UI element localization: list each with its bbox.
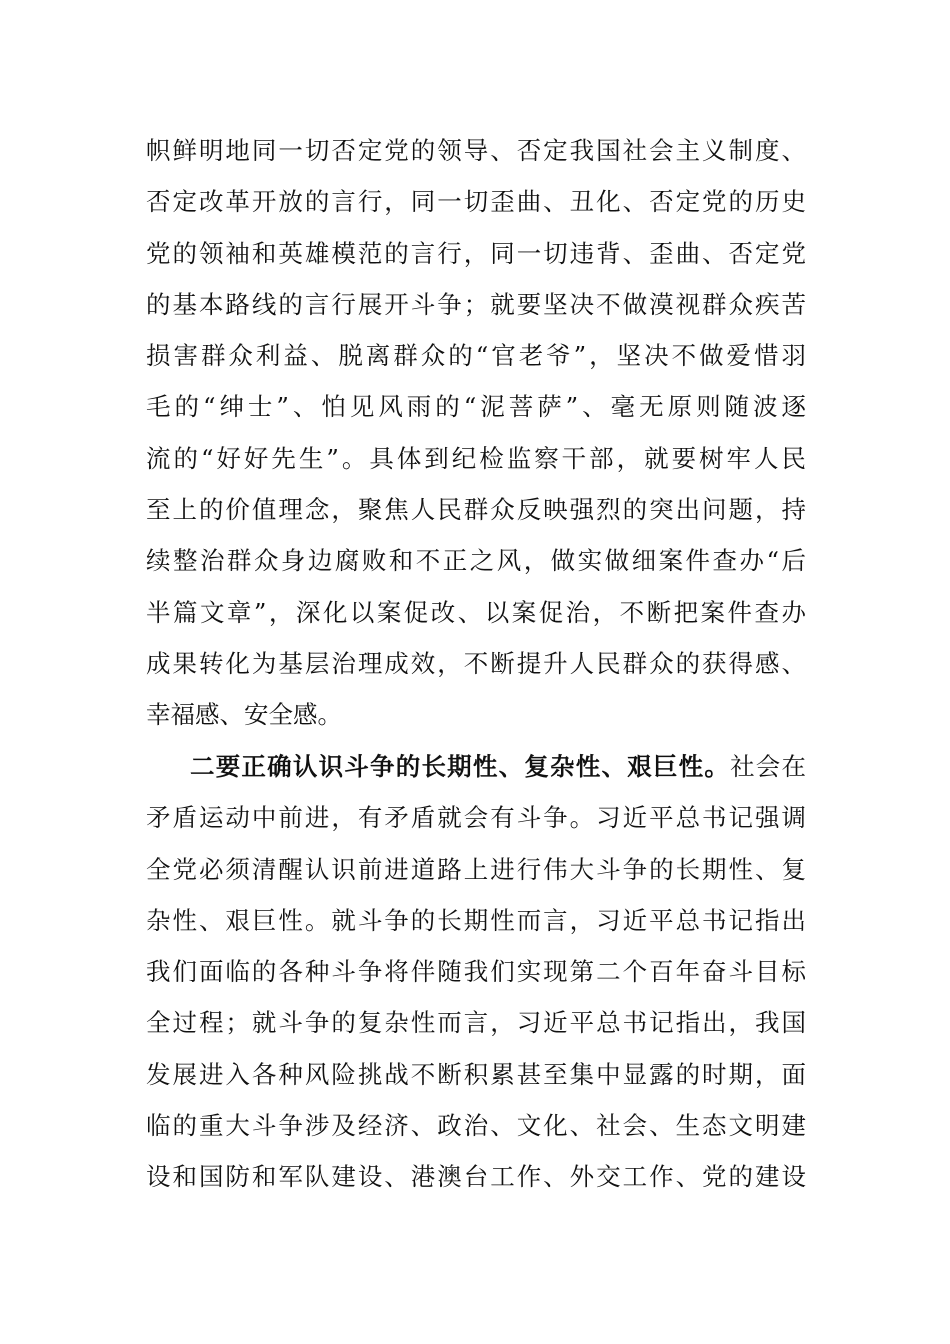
text-line: 矛盾运动中前进，有矛盾就会有斗争。习近平总书记强调 — [146, 803, 806, 833]
text-line: 续整治群众身边腐败和不正之风，做实做细案件查办“后 — [146, 546, 806, 576]
text-line: 否定改革开放的言行，同一切歪曲、丑化、否定党的历史 — [146, 187, 806, 217]
text-line: 我们面临的各种斗争将伴随我们实现第二个百年奋斗目标 — [146, 957, 806, 987]
text-line: 至上的价值理念，聚焦人民群众反映强烈的突出问题，持 — [146, 495, 806, 525]
text-line: 的基本路线的言行展开斗争；就要坚决不做漠视群众疾苦 — [146, 289, 806, 319]
text-line: 发展进入各种风险挑战不断积累甚至集中显露的时期，面 — [146, 1059, 806, 1089]
text-line: 临的重大斗争涉及经济、政治、文化、社会、生态文明建 — [146, 1111, 806, 1141]
paragraph-first-line — [146, 741, 806, 792]
text-line: 损害群众利益、脱离群众的“官老爷”，坚决不做爱惜羽 — [146, 341, 806, 371]
text-line: 毛的“绅士”、怕见风雨的“泥菩萨”、毫无原则随波逐 — [146, 392, 806, 422]
heading-continuation: 社会在 — [730, 752, 807, 781]
text-line: 设和国防和军队建设、港澳台工作、外交工作、党的建设 — [146, 1162, 806, 1192]
text-line: 流的“好好先生”。具体到纪检监察干部，就要树牢人民 — [146, 443, 806, 473]
paragraph-2 — [146, 741, 806, 1203]
text-line: 帜鲜明地同一切否定党的领导、否定我国社会主义制度、 — [146, 136, 806, 165]
paragraph-1 — [146, 125, 806, 741]
text-line: 全过程；就斗争的复杂性而言，习近平总书记指出，我国 — [146, 1008, 806, 1038]
text-line: 党的领袖和英雄模范的言行，同一切违背、歪曲、否定党 — [146, 238, 806, 268]
text-line: 全党必须清醒认识前进道路上进行伟大斗争的长期性、复 — [146, 854, 806, 884]
text-line: 半篇文章”，深化以案促改、以案促治，不断把案件查办 — [146, 597, 806, 627]
text-line: 幸福感、安全感。 — [146, 700, 342, 730]
text-line: 成果转化为基层治理成效，不断提升人民群众的获得感、 — [146, 648, 806, 678]
text-line: 杂性、艰巨性。就斗争的长期性而言，习近平总书记指出 — [146, 905, 806, 935]
section-heading: 二要正确认识斗争的长期性、复杂性、艰巨性。 — [190, 752, 731, 781]
